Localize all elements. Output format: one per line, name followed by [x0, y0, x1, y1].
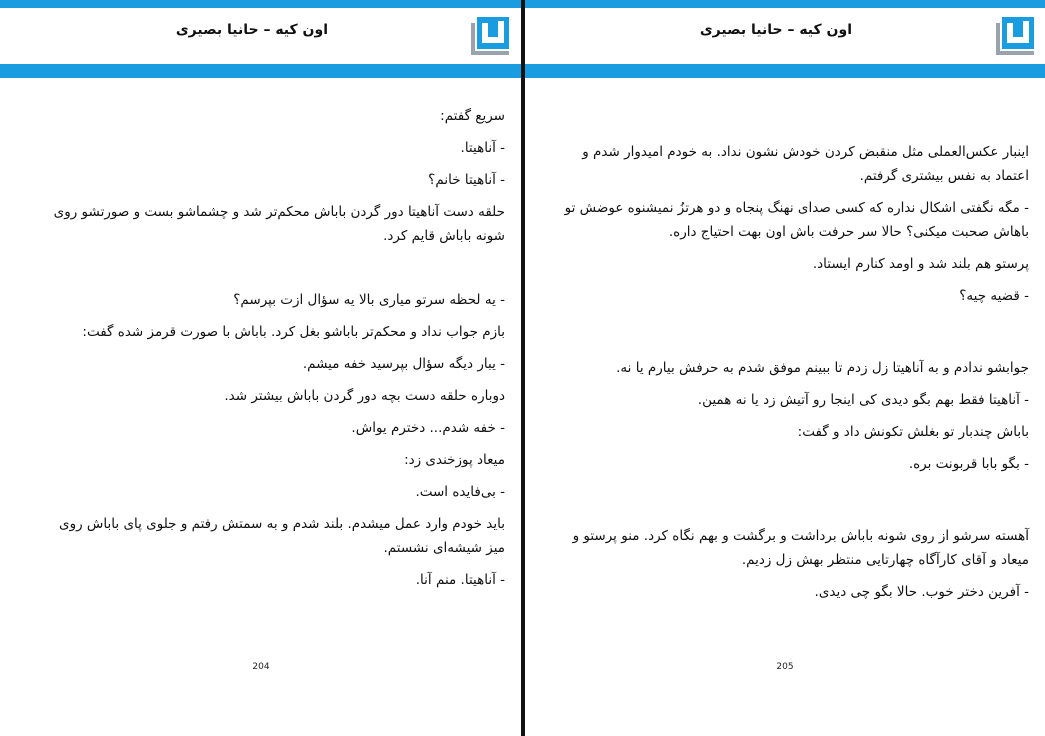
header-blue-band: [0, 64, 521, 78]
header-title: اون کیه – حانیا بصیری: [699, 22, 852, 38]
paragraph: - مگه نگفتی اشکال نداره که کسی صدای نهنگ پنجاه و دو هرتزُ نمیشنوه عوضش تو باهاش صحبت میکنی؟ حالا سر حرفت باش اون بهت احتیاج داره.: [564, 200, 1029, 240]
top-accent-bar: [525, 0, 1045, 8]
header-title: اون کیه – حانیا بصیری: [175, 22, 328, 38]
book-page-right: [525, 0, 1045, 736]
paragraph: - یبار دیگه سؤال بپرسید خفه میشم.: [302, 356, 505, 372]
page-header: [525, 8, 1045, 64]
paragraph-gap: [563, 484, 1029, 524]
paragraph: - آفرین دختر خوب. حالا بگو چی دیدی.: [814, 584, 1029, 600]
paragraph: - قضیه چیه؟: [959, 288, 1029, 304]
book-logo-icon: [992, 11, 1038, 57]
paragraph: - خفه شدم... دخترم یواش.: [351, 420, 505, 436]
paragraph-gap: [40, 256, 505, 288]
page-number: 204: [252, 662, 270, 672]
paragraph: جوابشو ندادم و به آناهیتا زل زدم تا ببینم موفق شدم به حرفش بیارم یا نه.: [616, 360, 1029, 376]
paragraph: - بگو بابا قربونت بره.: [908, 456, 1029, 472]
paragraph: دوباره حلقه دست بچه دور گردن باباش بیشتر شد.: [224, 388, 505, 404]
paragraph: باید خودم وارد عمل میشدم. بلند شدم و به سمتش رفتم و جلوی پای باباش روی میز شیشه‌ای نشستم.: [59, 516, 505, 556]
page-header: [0, 8, 521, 64]
page-number: 205: [776, 662, 794, 672]
paragraph: سریع گفتم:: [440, 108, 505, 124]
page-body: [40, 104, 505, 600]
paragraph: - آناهیتا خانم؟: [428, 172, 505, 188]
paragraph: بازم جواب نداد و محکم‌تر باباشو بغل کرد. باباش با صورت قرمز شده گفت:: [82, 324, 505, 340]
paragraph: - آناهیتا فقط بهم بگو دیدی کی اینجا رو آتیش زد یا نه همین.: [697, 392, 1029, 408]
paragraph: حلقه دست آناهیتا دور گردن باباش محکم‌تر شد و چشماشو بست و صورتشو روی شونه باباش قایم کرد.: [53, 204, 505, 244]
paragraph: - بی‌فایده است.: [415, 484, 505, 500]
paragraph: پرستو هم بلند شد و اومد کنارم ایستاد.: [812, 256, 1029, 272]
top-accent-bar: [0, 0, 521, 8]
paragraph: - یه لحظه سرتو میاری بالا یه سؤال ازت بپرسم؟: [233, 292, 505, 308]
paragraph-gap: [563, 316, 1029, 356]
page-body: [563, 140, 1029, 612]
paragraph: باباش چندبار تو بغلش تکونش داد و گفت:: [797, 424, 1029, 440]
book-logo-icon: [467, 11, 513, 57]
paragraph: - آناهیتا. منم آنا.: [415, 572, 505, 588]
paragraph: میعاد پوزخندی زد:: [404, 452, 505, 468]
paragraph: - آناهیتا.: [460, 140, 505, 156]
book-page-left: [0, 0, 521, 736]
paragraph: اینبار عکس‌العملی مثل منقبض کردن خودش نشون نداد. به خودم امیدوار شدم و اعتماد به نفس بیشتری گرفتم.: [582, 144, 1029, 184]
paragraph: آهسته سرشو از روی شونه باباش برداشت و برگشت و بهم نگاه کرد. منو پرستو و میعاد و آقای کارآگاه چهارتایی منتظر بهش زل زدیم.: [572, 528, 1029, 568]
header-blue-band: [525, 64, 1045, 78]
